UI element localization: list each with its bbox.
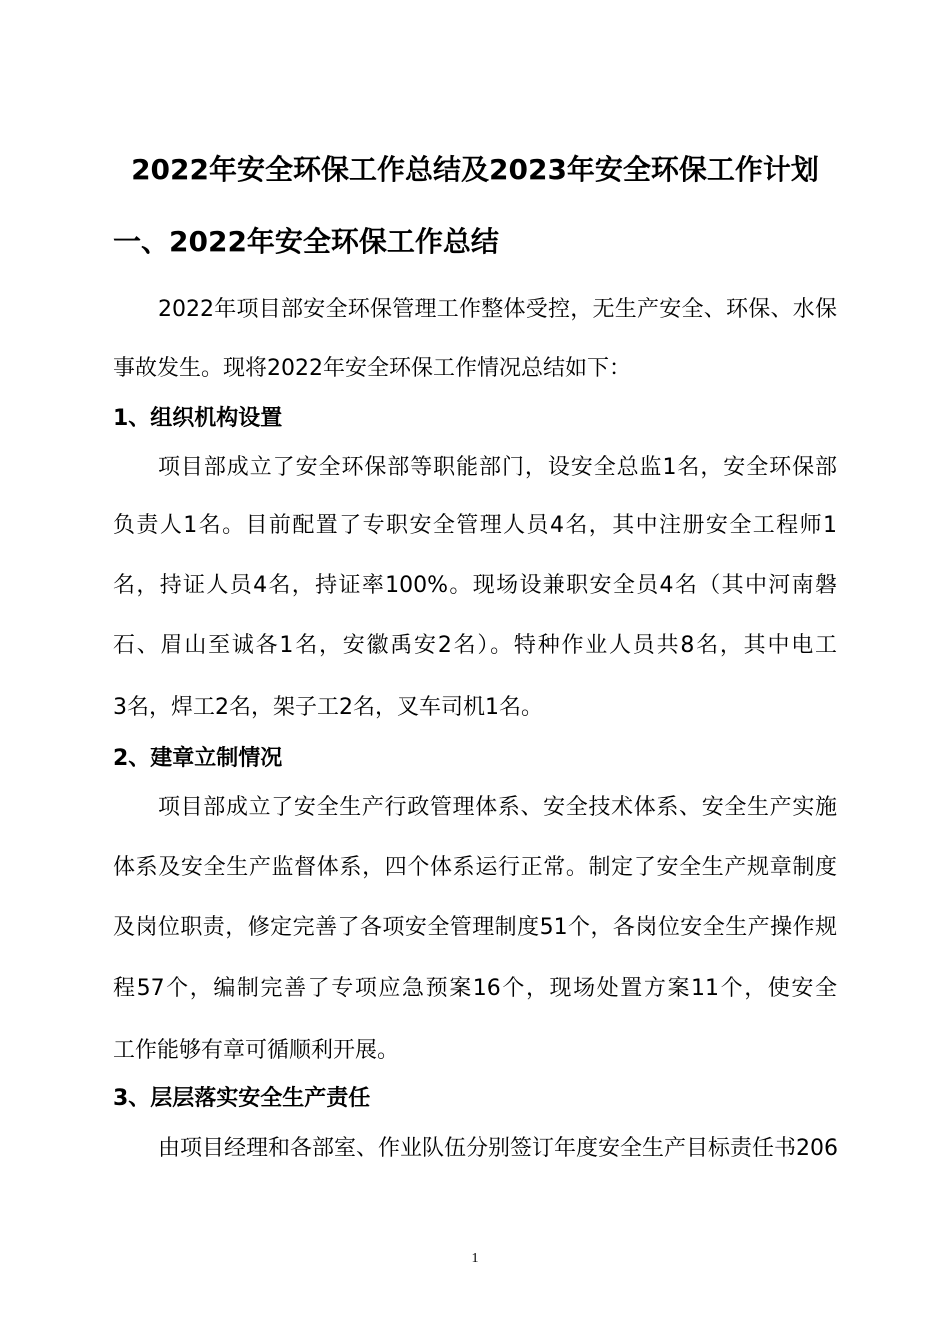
subsection-heading: 3、层层落实安全生产责任 <box>113 1086 371 1111</box>
paragraph-line: 项目部成立了安全环保部等职能部门，设安全总监1名，安全环保部 <box>158 455 837 480</box>
paragraph-line: 3名，焊工2名，架子工2名，叉车司机1名。 <box>113 695 543 720</box>
paragraph-line: 体系及安全生产监督体系，四个体系运行正常。制定了安全生产规章制度 <box>113 855 837 880</box>
paragraph-line: 工作能够有章可循顺利开展。 <box>113 1038 400 1063</box>
paragraph-line: 负责人1名。目前配置了专职安全管理人员4名，其中注册安全工程师1 <box>113 513 837 538</box>
paragraph-line: 名，持证人员4名，持证率100%。现场设兼职安全员4名（其中河南磐 <box>113 573 837 598</box>
paragraph-line: 及岗位职责，修定完善了各项安全管理制度51个，各岗位安全生产操作规 <box>113 915 837 940</box>
paragraph-line: 石、眉山至诚各1名，安徽禹安2名）。特种作业人员共8名，其中电工 <box>113 633 837 658</box>
document-title: 2022年安全环保工作总结及2023年安全环保工作计划 <box>131 153 819 186</box>
paragraph-line: 程57个，编制完善了专项应急预案16个，现场处置方案11个，使安全 <box>113 976 837 1001</box>
page-number: 1 <box>471 1251 479 1266</box>
paragraph-line: 由项目经理和各部室、作业队伍分别签订年度安全生产目标责任书206 <box>158 1136 838 1161</box>
subsection-heading: 2、建章立制情况 <box>113 746 283 771</box>
intro-line: 事故发生。现将2022年安全环保工作情况总结如下： <box>113 356 631 381</box>
intro-line: 2022年项目部安全环保管理工作整体受控，无生产安全、环保、水保 <box>158 297 837 322</box>
subsection-heading: 1、组织机构设置 <box>113 406 283 431</box>
section-heading: 一、2022年安全环保工作总结 <box>113 225 499 258</box>
paragraph-line: 项目部成立了安全生产行政管理体系、安全技术体系、安全生产实施 <box>158 795 837 820</box>
